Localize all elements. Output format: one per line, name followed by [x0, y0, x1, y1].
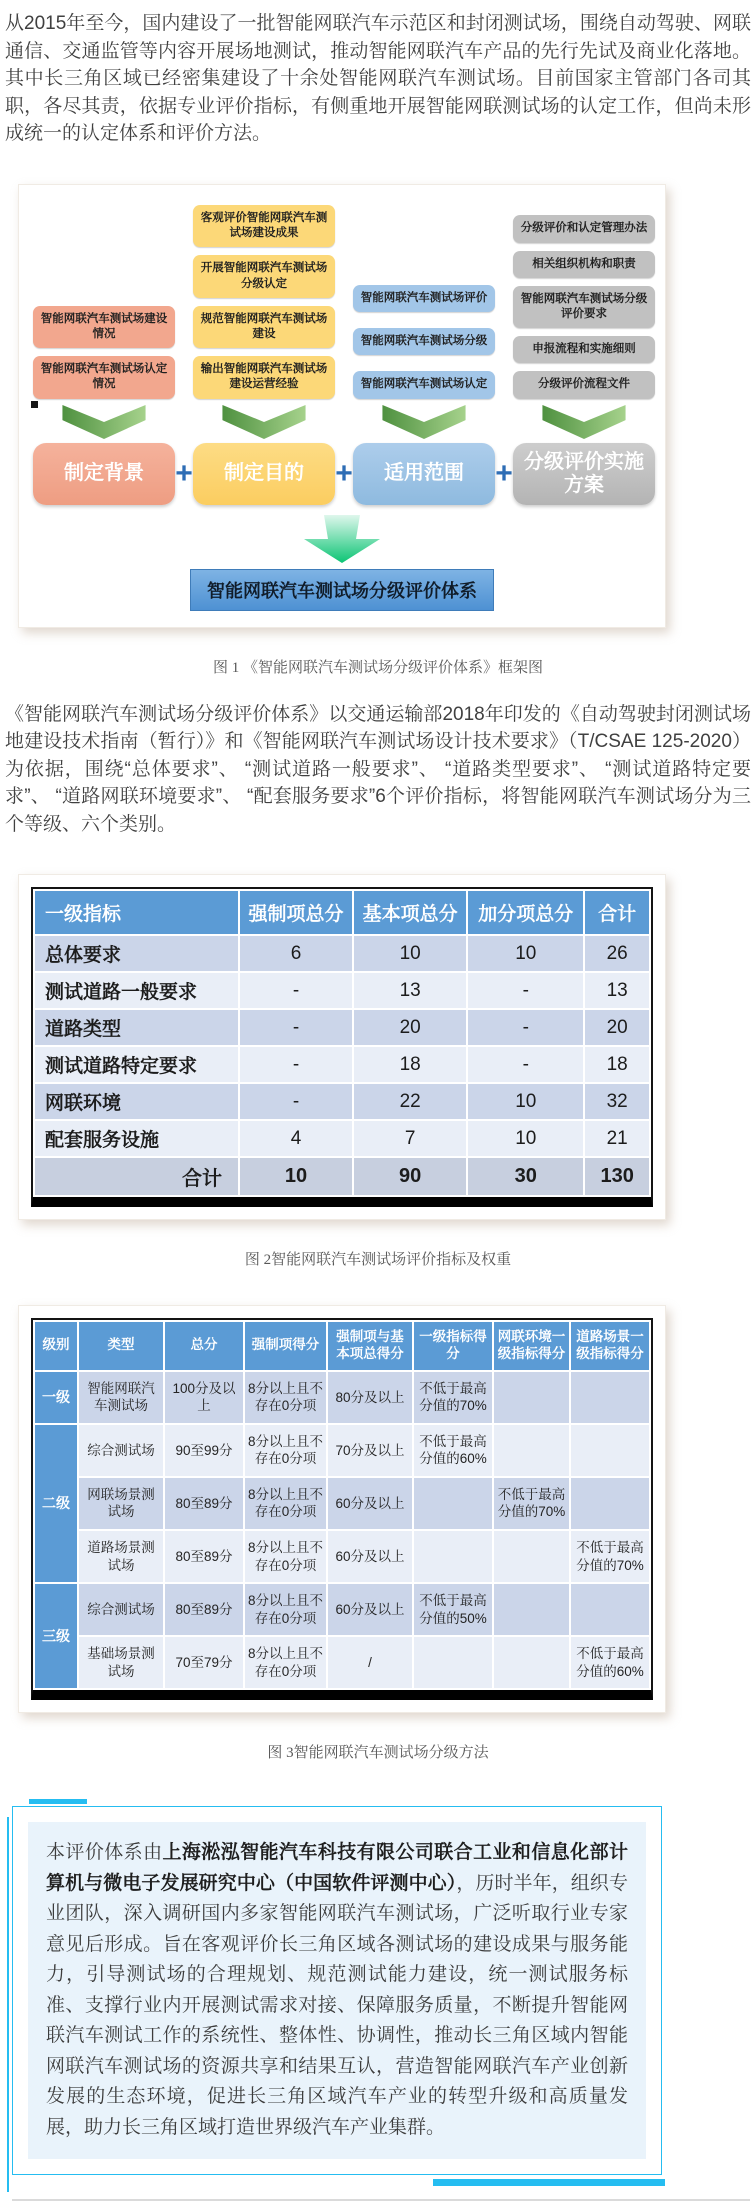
cell [571, 1584, 649, 1635]
cell: 8分以上且不存在0分项 [245, 1372, 326, 1423]
cell: 8分以上且不存在0分项 [245, 1425, 326, 1476]
highlight-text [28, 1822, 646, 2159]
table-total-row [35, 1158, 649, 1195]
diagram-box: 开展智能网联汽车测试场分级认定 [193, 255, 335, 297]
cell: 10 [468, 1121, 583, 1156]
cell: 10 [354, 936, 466, 971]
diagram-box: 智能网联汽车测试场认定 [353, 371, 495, 398]
cell: 60分及以上 [328, 1531, 412, 1582]
cell: 18 [354, 1047, 466, 1082]
column-header: 一级指标 [35, 891, 238, 934]
cell: - [468, 1047, 583, 1082]
cell: 10 [468, 936, 583, 971]
plus-symbol: + [175, 456, 193, 490]
plus-symbol: + [495, 456, 513, 490]
table-row [35, 1584, 649, 1635]
cell [494, 1372, 569, 1423]
cell: 130 [585, 1158, 649, 1195]
column-header: 道路场景一级指标得分 [571, 1322, 649, 1370]
row-label: 测试道路特定要求 [35, 1047, 238, 1082]
result-box-purpose: 制定目的 [193, 443, 335, 505]
cell: - [240, 1010, 352, 1045]
result-box-background: 制定背景 [33, 443, 175, 505]
row-label: 道路类型 [35, 1010, 238, 1045]
diagram-box: 智能网联汽车测试场建设情况 [33, 306, 175, 348]
figure-3-caption: 图 3智能网联汽车测试场分级方法 [267, 1745, 489, 1762]
table-row [35, 973, 649, 1008]
down-chevron-icon [56, 405, 152, 439]
diagram-box: 客观评价智能网联汽车测试场建设成果 [193, 205, 335, 247]
level-cell: 一级 [35, 1372, 77, 1423]
column-header: 强制项得分 [245, 1322, 326, 1370]
column-header: 级别 [35, 1322, 77, 1370]
cell [414, 1531, 492, 1582]
cell [414, 1478, 492, 1529]
cell [571, 1425, 649, 1476]
cell: 20 [585, 1010, 649, 1045]
cell: 20 [354, 1010, 466, 1045]
cell: 智能网联汽车测试场 [79, 1372, 163, 1423]
plus-symbol: + [335, 456, 353, 490]
cell [494, 1425, 569, 1476]
cell: 8分以上且不存在0分项 [245, 1637, 326, 1688]
table-row [35, 1084, 649, 1119]
column-header: 一级指标得分 [414, 1322, 492, 1370]
cell: - [468, 973, 583, 1008]
down-arrow-icon [290, 515, 394, 563]
column-header: 强制项总分 [240, 891, 352, 934]
level-cell: 二级 [35, 1425, 77, 1582]
diagram-box: 输出智能网联汽车测试场建设运营经验 [193, 356, 335, 398]
diagram-box: 智能网联汽车测试场分级评价要求 [513, 286, 655, 328]
cell: 不低于最高分值的50% [414, 1584, 492, 1635]
cell: 8分以上且不存在0分项 [245, 1478, 326, 1529]
cell: 7 [354, 1121, 466, 1156]
cell: 网联场景测试场 [79, 1478, 163, 1529]
grading-table [33, 1320, 651, 1690]
bottom-divider [12, 2199, 750, 2201]
column-purpose [193, 203, 335, 399]
cyan-left-line-decoration [7, 1817, 9, 2192]
diagram-box: 智能网联汽车测试场认定情况 [33, 356, 175, 398]
figure-1-caption: 图 1 《智能网联汽车测试场分级评价体系》框架图 [212, 659, 543, 676]
cell: 综合测试场 [79, 1584, 163, 1635]
figure-2-caption: 图 2智能网联汽车测试场评价指标及权重 [244, 1252, 512, 1268]
cell: 道路场景测试场 [79, 1531, 163, 1582]
cell: 80至89分 [165, 1531, 243, 1582]
intro-paragraph: 从2015年至今，国内建设了一批智能网联汽车示范区和封闭测试场，围绕自动驾驶、网联通信、交通监管等内容开展场地测试，推动智能网联汽车产品的先行先试及商业化落地。其中长三角区域已经密集建设了十余处智能网联汽车测试场。目前国家主管部门各司其职，各尽其责，依据专业评价指标，有侧重地开展智能网联测试场的认定工作，但尚未形成统一的认定体系和评价方法。 [5, 13, 751, 144]
diagram-box: 申报流程和实施细则 [513, 336, 655, 363]
cell [494, 1637, 569, 1688]
column-header: 总分 [165, 1322, 243, 1370]
table-row [35, 1425, 649, 1476]
diagram-box: 相关组织机构和职责 [513, 251, 655, 278]
cell: 60分及以上 [328, 1584, 412, 1635]
table-row [35, 1478, 649, 1529]
cell: 不低于最高分值的70% [414, 1372, 492, 1423]
column-implementation [513, 203, 655, 399]
cell: 18 [585, 1047, 649, 1082]
cell: 基础场景测试场 [79, 1637, 163, 1688]
cell: 21 [585, 1121, 649, 1156]
column-header: 加分项总分 [468, 891, 583, 934]
highlight-text-rest: ，历时半年，组织专业团队，深入调研国内多家智能网联汽车测试场，广泛听取行业专家意见后形成。旨在客观评价长三角区域各测试场的建设成果与服务能力，引导测试场的合理规划、规范测试能力建设，统一测试服务标准、支撑行业内开展测试需求对接、保障服务质量，不断提升智能网联汽车测试工作的系统性、整体性、协调性，推动长三角区域内智能网联汽车测试场的资源共享和结果互认，营造智能网联汽车产业创新发展的生态环境，促进长三角区域汽车产业的转型升级和高质量发展，助力长三角区域打造世界级汽车产业集群。 [46, 1872, 628, 2138]
row-label: 测试道路一般要求 [35, 973, 238, 1008]
table-header-row [35, 1322, 649, 1370]
table-row [35, 1121, 649, 1156]
column-scope [353, 203, 495, 399]
cell: 80分及以上 [328, 1372, 412, 1423]
weights-table [33, 889, 651, 1197]
result-box-scope: 适用范围 [353, 443, 495, 505]
level-cell: 三级 [35, 1584, 77, 1688]
cell: 90 [354, 1158, 466, 1195]
cell: 8分以上且不存在0分项 [245, 1584, 326, 1635]
figure-1-framework-diagram [18, 184, 666, 628]
result-box-implementation: 分级评价实施方案 [513, 443, 655, 505]
cell: 4 [240, 1121, 352, 1156]
diagram-box: 智能网联汽车测试场分级 [353, 328, 495, 355]
cell: 不低于最高分值的70% [494, 1478, 569, 1529]
cell: - [240, 1084, 352, 1119]
table-row [35, 1372, 649, 1423]
cell: 26 [585, 936, 649, 971]
cell: 32 [585, 1084, 649, 1119]
figure-3-grading-table [18, 1305, 666, 1713]
column-header: 类型 [79, 1322, 163, 1370]
chevron-row [33, 405, 651, 439]
cell [494, 1531, 569, 1582]
result-row [33, 443, 651, 505]
down-chevron-icon [536, 405, 632, 439]
cell [571, 1372, 649, 1423]
cell: 6 [240, 936, 352, 971]
diagram-box: 分级评价流程文件 [513, 371, 655, 398]
diagram-box: 智能网联汽车测试场评价 [353, 285, 495, 312]
cell: 不低于最高分值的70% [571, 1531, 649, 1582]
cell: 70至79分 [165, 1637, 243, 1688]
cyan-bottom-bar-decoration [433, 2179, 665, 2186]
cell: - [468, 1010, 583, 1045]
table-row [35, 936, 649, 971]
cell: 22 [354, 1084, 466, 1119]
row-label: 网联环境 [35, 1084, 238, 1119]
cell: 90至99分 [165, 1425, 243, 1476]
column-header: 网联环境一级指标得分 [494, 1322, 569, 1370]
cell: 综合测试场 [79, 1425, 163, 1476]
cell [494, 1584, 569, 1635]
diagram-box: 分级评价和认定管理办法 [513, 215, 655, 242]
table-row [35, 1010, 649, 1045]
highlight-text-prefix: 本评价体系由 [46, 1842, 163, 1864]
row-label: 总体要求 [35, 936, 238, 971]
diagram-box: 规范智能网联汽车测试场建设 [193, 306, 335, 348]
down-chevron-icon [216, 405, 312, 439]
down-chevron-icon [376, 405, 472, 439]
cell [414, 1637, 492, 1688]
cell: - [240, 973, 352, 1008]
column-header: 基本项总分 [354, 891, 466, 934]
cell: 100分及以上 [165, 1372, 243, 1423]
highlight-text-bold: 上海淞泓智能汽车科技有限公司联合工业和信息化部计算机与微电子发展研究中心（中国软件评测中心） [46, 1842, 628, 1894]
row-label: 配套服务设施 [35, 1121, 238, 1156]
cell: 10 [240, 1158, 352, 1195]
table-header-row [35, 891, 649, 934]
column-header: 合计 [585, 891, 649, 934]
column-background [33, 203, 175, 399]
cell: 10 [468, 1084, 583, 1119]
cell: 不低于最高分值的60% [414, 1425, 492, 1476]
artifact-dot [31, 401, 38, 408]
cell: 70分及以上 [328, 1425, 412, 1476]
diagram-box-columns [33, 203, 651, 399]
cell: 13 [354, 973, 466, 1008]
cell: 8分以上且不存在0分项 [245, 1531, 326, 1582]
row-label: 合计 [35, 1158, 238, 1195]
cell: 13 [585, 973, 649, 1008]
cell: 不低于最高分值的60% [571, 1637, 649, 1688]
figure-2-weights-table [18, 874, 666, 1220]
table-row [35, 1047, 649, 1082]
body-paragraph: 《智能网联汽车测试场分级评价体系》以交通运输部2018年印发的《自动驾驶封闭测试场地建设技术指南（暂行）》和《智能网联汽车测试场设计技术要求》（T/CSAE 125-2020）为依据，围绕“总体要求”、 “测试道路一般要求”、 “道路类型要求”、 “测试道路特定要求”、 “道路网联环境要求”、 “配套服务要求”6个评价指标，将智能网联汽车测试场分为三个等级、六个类别。 [5, 703, 751, 835]
cell: 80至89分 [165, 1584, 243, 1635]
diagram-footer-bar: 智能网联汽车测试场分级评价体系 [190, 569, 494, 611]
cell [571, 1478, 649, 1529]
cell: / [328, 1637, 412, 1688]
cell: - [240, 1047, 352, 1082]
table-row [35, 1531, 649, 1582]
cell: 30 [468, 1158, 583, 1195]
table-row [35, 1637, 649, 1688]
column-header: 强制项与基本项总得分 [328, 1322, 412, 1370]
cyan-dash-decoration [29, 1799, 87, 1804]
cell: 80至89分 [165, 1478, 243, 1529]
cell: 60分及以上 [328, 1478, 412, 1529]
highlight-box [12, 1806, 662, 2175]
